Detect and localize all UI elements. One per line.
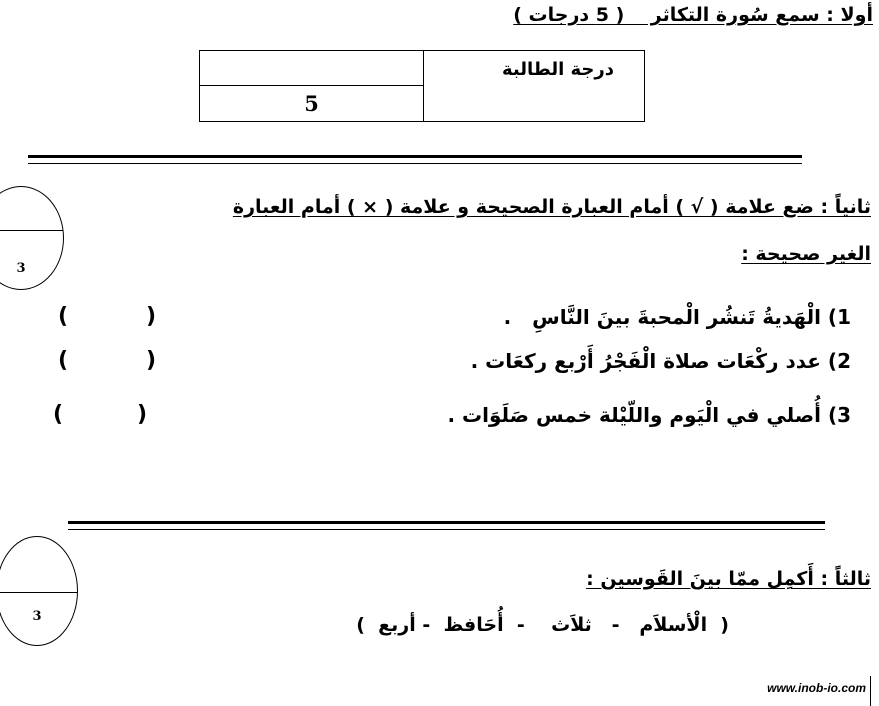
grade-circle-2 [0,186,64,290]
section2-heading-line2: الغير صحيحة : [741,243,871,265]
grade-circle-3 [0,536,78,646]
section3-heading: ثالثاً : أَكمِل ممّا بينَ القَوسين : [586,568,871,590]
section2-heading-line1: ثانياً : ضع علامة ( √ ) أمام العبارة الصحيحة و علامة ( × ) أمام العبارة [232,196,871,218]
answer-paren-close: ) [146,304,157,329]
score-value: 5 [304,91,319,116]
grade-mark: 3 [32,609,42,624]
statement-1: 1) الْهَديةُ تَنشُر الْمحبةَ بينَ النَّاسِ . [503,305,851,329]
answer-paren-open: ( [53,402,64,427]
grade-mark: 3 [16,261,26,276]
section1-heading: أولا : سمع سُورة التكاثر ( 5 درجات ) [513,4,873,26]
grade-circle-divider [0,592,77,593]
grade-circle-divider [0,230,63,231]
score-label: درجة الطالبة [502,59,614,80]
answer-paren-open: ( [58,304,69,329]
statement-3: 3) أُصلي في الْيَوم واللّيْلة خمس صَلَوَات . [447,403,851,427]
answer-paren-close: ) [146,348,157,373]
table-divider-vertical [423,51,424,121]
word-bank: ( الْأسلاَم - ثلاَث - أُحَافظ - أربع ) [356,614,729,636]
margin-rule [870,676,871,706]
table-divider-horizontal [200,85,423,86]
answer-paren-open: ( [58,348,69,373]
section-divider-2 [68,521,825,530]
watermark-url: www.inob-io.com [767,681,866,695]
answer-paren-close: ) [137,402,148,427]
section-divider-1 [28,155,802,164]
score-table [199,50,645,122]
statement-2: 2) عدد ركْعَات صلاة الْفَجْرُ أَرْبع ركعَات . [470,349,851,373]
